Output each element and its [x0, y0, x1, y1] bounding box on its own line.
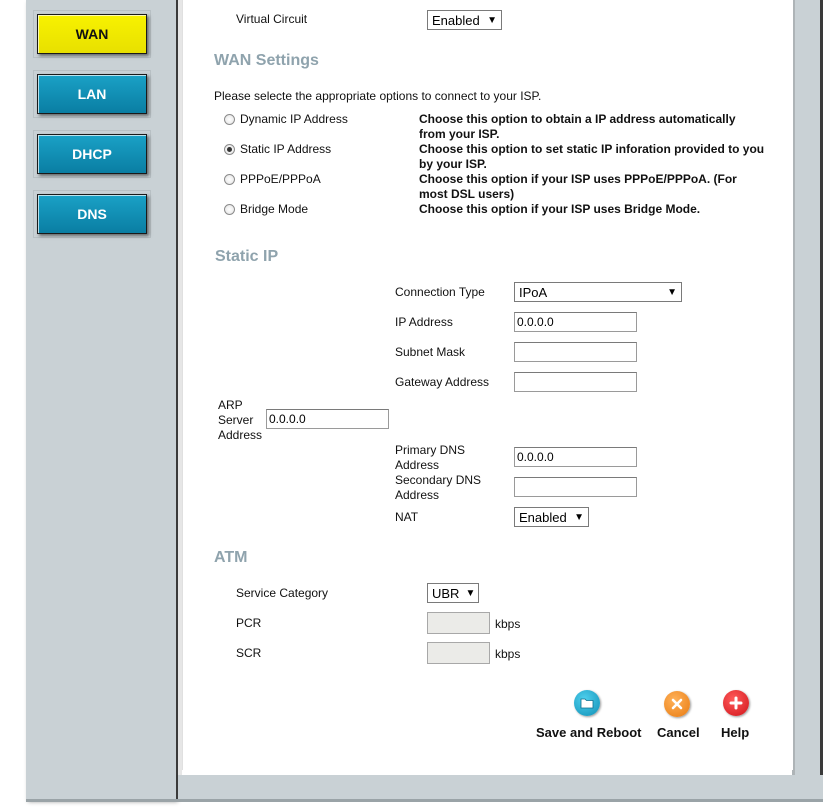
pcr-unit: kbps: [495, 617, 521, 631]
secondary-dns-input[interactable]: [514, 477, 637, 497]
bridge-mode-radio[interactable]: [224, 204, 235, 215]
primary-dns-label-line1: Primary DNS: [395, 443, 466, 457]
atm-title: ATM: [214, 549, 248, 566]
bridge-mode-label[interactable]: Bridge Mode: [240, 202, 309, 216]
cancel-icon: [664, 691, 690, 717]
dynamic-ip-label[interactable]: Dynamic IP Address: [240, 112, 348, 126]
arp-server-label: [218, 398, 262, 443]
nav-slot-dns: [33, 190, 151, 238]
save-reboot-icon-button[interactable]: [574, 690, 600, 716]
pppoe-description: [419, 172, 737, 202]
ip-address-label: IP Address: [395, 315, 453, 329]
wan-settings-intro: Please selecte the appropriate options to connect to your ISP.: [214, 89, 542, 103]
chevron-down-icon: ▼: [465, 587, 476, 599]
ip-address-input[interactable]: [514, 312, 637, 332]
arp-server-label-line3: Address: [218, 428, 263, 442]
help-icon-button[interactable]: [723, 690, 749, 716]
cancel-button[interactable]: Cancel: [657, 725, 700, 740]
connection-type-value: IPoA: [519, 284, 548, 300]
save-reboot-button[interactable]: Save and Reboot: [536, 725, 642, 740]
static-ip-description-line2: by your ISP.: [419, 157, 487, 171]
frame-right-margin: [795, 0, 820, 800]
nat-label: NAT: [395, 510, 419, 524]
secondary-dns-label: [395, 473, 481, 503]
service-category-select[interactable]: [427, 583, 479, 603]
nav-slot-wan: [33, 10, 151, 58]
nat-select[interactable]: [514, 507, 589, 527]
pcr-label: PCR: [236, 616, 262, 630]
dynamic-ip-description: [419, 112, 736, 142]
service-category-value: UBR: [432, 585, 460, 601]
scr-input[interactable]: [427, 642, 490, 664]
x-icon: [670, 697, 684, 711]
nav-slot-dhcp: [33, 130, 151, 178]
scr-label: SCR: [236, 646, 262, 660]
secondary-dns-label-line2: Address: [395, 488, 440, 502]
pppoe-radio[interactable]: [224, 174, 235, 185]
chevron-down-icon: ▼: [487, 14, 497, 26]
save-icon: [574, 690, 600, 716]
gateway-address-label: Gateway Address: [395, 375, 490, 389]
chevron-down-icon: ▼: [667, 286, 677, 298]
bridge-mode-description: [419, 202, 700, 217]
frame-right-edge: [820, 0, 823, 800]
pppoe-description-line1: Choose this option if your ISP uses PPPoE/PPPoA. (For: [419, 172, 737, 186]
pppoe-label[interactable]: PPPoE/PPPoA: [240, 172, 321, 186]
arp-server-label-line1: ARP: [218, 398, 243, 412]
pcr-input[interactable]: [427, 612, 490, 634]
frame-bottom-shadow: [26, 799, 823, 802]
nav-slot-lan: [33, 70, 151, 118]
cancel-icon-button[interactable]: [664, 691, 690, 717]
nat-value: Enabled: [519, 509, 567, 525]
static-ip-description: [419, 142, 764, 172]
service-category-label: Service Category: [236, 586, 329, 600]
sidebar: [26, 0, 176, 800]
subnet-mask-input[interactable]: [514, 342, 637, 362]
bridge-mode-description-line1: Choose this option if your ISP uses Bridge Mode.: [419, 202, 701, 216]
virtual-circuit-value: Enabled: [432, 12, 480, 28]
gateway-address-input[interactable]: [514, 372, 637, 392]
nav-lan-button[interactable]: LAN: [37, 74, 147, 114]
connection-type-select[interactable]: [514, 282, 682, 302]
subnet-mask-label: Subnet Mask: [395, 345, 466, 359]
primary-dns-label: [395, 443, 465, 473]
chevron-down-icon: ▼: [574, 511, 584, 523]
dynamic-ip-description-line1: Choose this option to obtain a IP address automatically: [419, 112, 736, 126]
dynamic-ip-radio[interactable]: [224, 114, 235, 125]
frame-bottom-margin: [178, 775, 823, 800]
arp-server-label-line2: Server: [218, 413, 254, 427]
arp-server-input[interactable]: [266, 409, 389, 429]
plus-icon: [729, 696, 743, 710]
pppoe-description-line2: most DSL users): [419, 187, 515, 201]
static-ip-title: Static IP: [215, 248, 279, 265]
nav-dns-button[interactable]: DNS: [37, 194, 147, 234]
nav-wan-button[interactable]: WAN: [37, 14, 147, 54]
nav-dhcp-button[interactable]: DHCP: [37, 134, 147, 174]
scr-unit: kbps: [495, 647, 521, 661]
static-ip-label[interactable]: Static IP Address: [240, 142, 332, 156]
folder-icon: [580, 697, 594, 709]
virtual-circuit-select[interactable]: [427, 10, 502, 30]
primary-dns-input[interactable]: [514, 447, 637, 467]
virtual-circuit-label: Virtual Circuit: [236, 12, 308, 26]
help-icon: [723, 690, 749, 716]
static-ip-description-line1: Choose this option to set static IP inforation provided to you: [419, 142, 765, 156]
help-button[interactable]: Help: [721, 725, 750, 740]
dynamic-ip-description-line2: from your ISP.: [419, 127, 500, 141]
primary-dns-label-line2: Address: [395, 458, 440, 472]
static-ip-radio[interactable]: [224, 144, 235, 155]
connection-type-label: Connection Type: [395, 285, 485, 299]
secondary-dns-label-line1: Secondary DNS: [395, 473, 482, 487]
wan-settings-title: WAN Settings: [214, 52, 319, 69]
